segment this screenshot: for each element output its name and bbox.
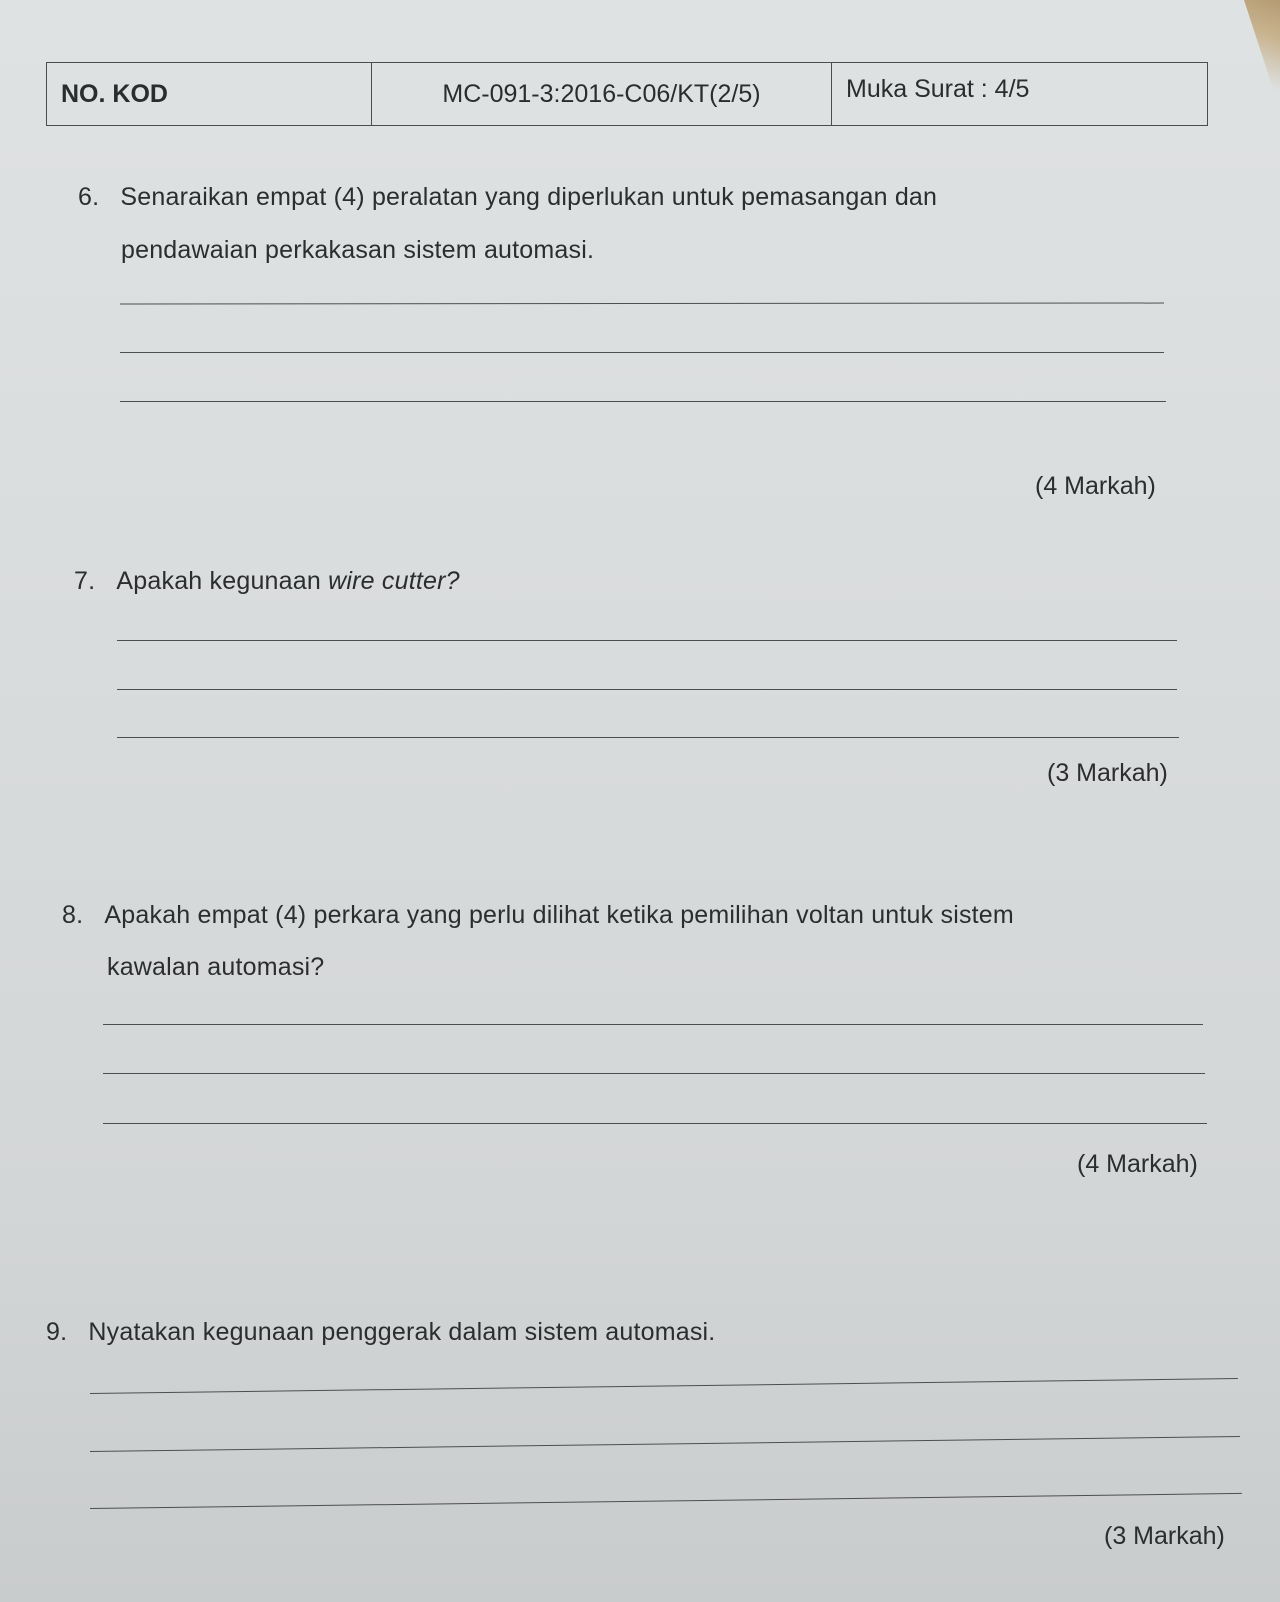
question-9-number: 9. — [46, 1318, 68, 1346]
question-6-text-1: Senaraikan empat (4) peralatan yang diperlukan untuk pemasangan dan — [120, 183, 938, 211]
answer-line-7-2[interactable] — [117, 689, 1177, 690]
question-7-term: wire cutter? — [328, 567, 460, 595]
code-label: NO. KOD — [47, 63, 372, 125]
question-7-number: 7. — [74, 567, 96, 595]
question-8-number: 8. — [62, 901, 84, 929]
answer-line-7-1[interactable] — [117, 640, 1177, 641]
question-8-marks: (4 Markah) — [1077, 1150, 1198, 1178]
answer-line-6-1[interactable] — [120, 303, 1164, 305]
answer-line-9-1[interactable] — [90, 1378, 1238, 1394]
answer-line-8-3[interactable] — [103, 1123, 1207, 1124]
question-7-marks: (3 Markah) — [1047, 759, 1168, 787]
answer-line-7-3[interactable] — [117, 737, 1179, 738]
question-6-text-2: pendawaian perkakasan sistem automasi. — [121, 236, 595, 264]
answer-line-6-2[interactable] — [120, 352, 1164, 353]
code-value: MC-091-3:2016-C06/KT(2/5) — [372, 63, 832, 125]
answer-line-6-3[interactable] — [120, 401, 1166, 402]
question-9-line — [46, 1318, 715, 1347]
question-8-text-1: Apakah empat (4) perkara yang perlu dilihat ketika pemilihan voltan untuk sistem — [104, 901, 1014, 929]
answer-line-9-3[interactable] — [90, 1493, 1242, 1509]
question-7-text: Apakah kegunaan — [116, 567, 329, 595]
question-8-text-2: kawalan automasi? — [107, 953, 325, 981]
question-9-marks: (3 Markah) — [1104, 1522, 1225, 1550]
page-corner-shadow — [1220, 0, 1280, 110]
question-8-line-1 — [62, 901, 1014, 930]
answer-line-8-1[interactable] — [103, 1024, 1203, 1025]
question-7-line — [74, 567, 460, 596]
question-6-number: 6. — [78, 183, 100, 211]
question-6-marks: (4 Markah) — [1035, 472, 1156, 500]
header-table — [46, 62, 1208, 126]
question-9-text: Nyatakan kegunaan penggerak dalam sistem automasi. — [88, 1318, 716, 1346]
answer-line-9-2[interactable] — [90, 1436, 1240, 1452]
page-number: Muka Surat : 4/5 — [846, 75, 1030, 103]
answer-line-8-2[interactable] — [103, 1073, 1205, 1074]
question-6-line-1 — [78, 183, 937, 212]
